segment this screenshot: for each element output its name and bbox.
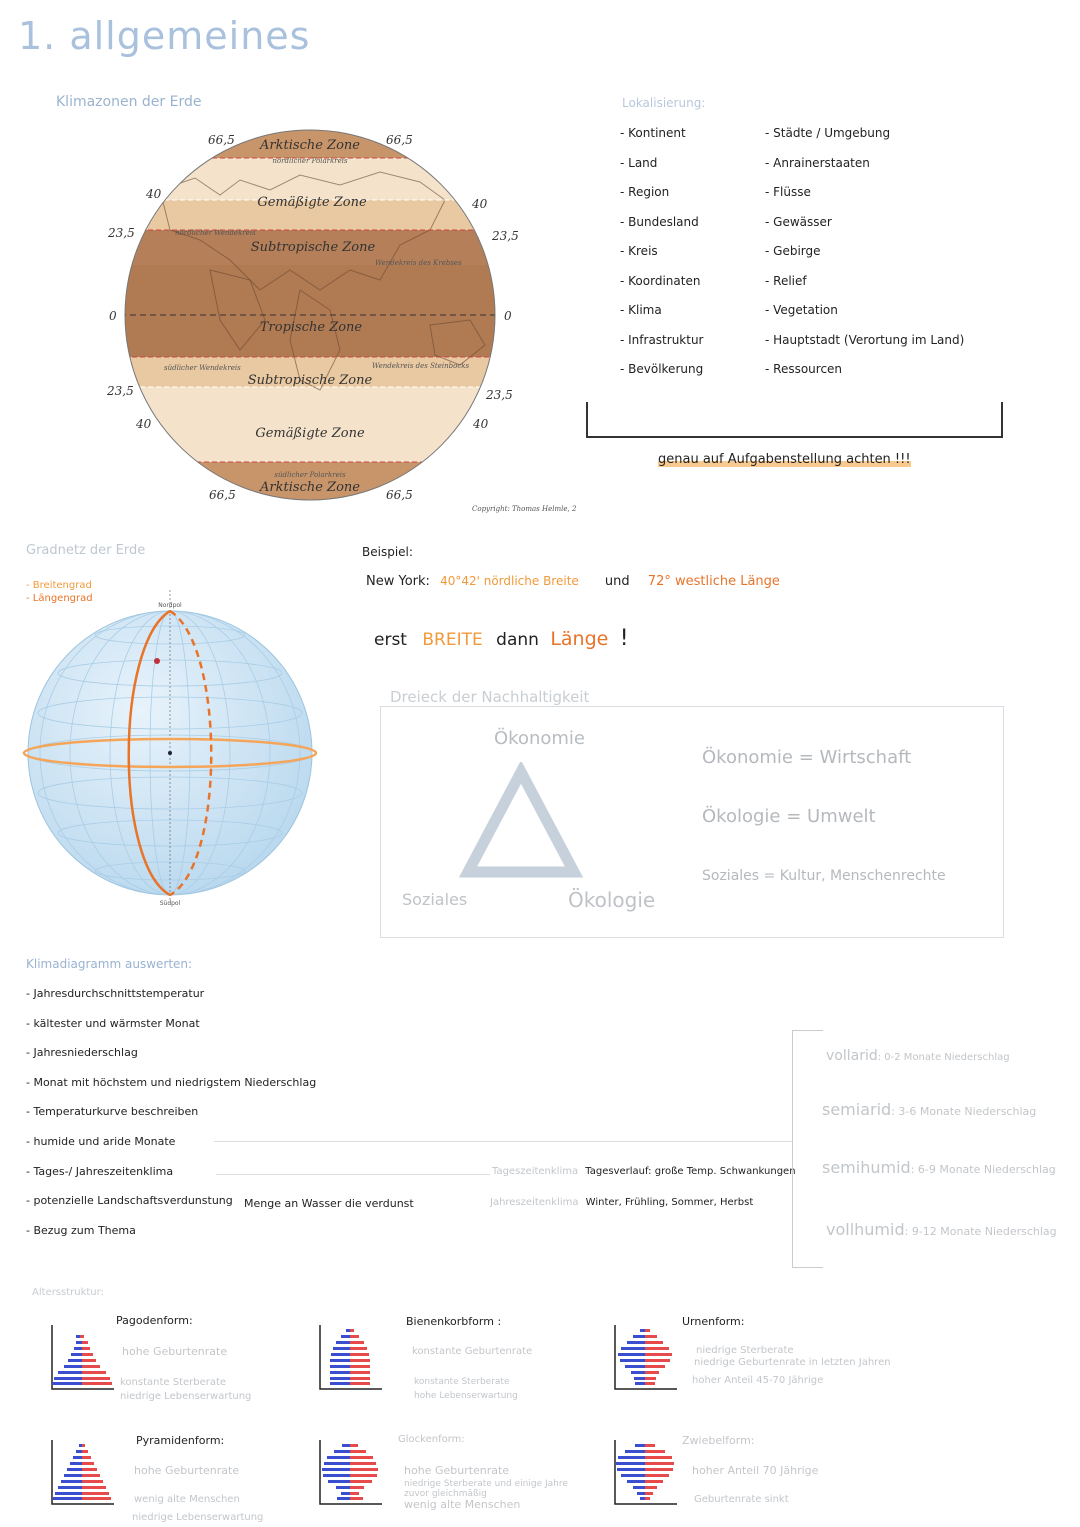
deg-665-se: 66,5: [386, 488, 413, 502]
triangle-right-label: Ökologie: [568, 888, 656, 912]
pagode-l1: hohe Geburtenrate: [122, 1345, 228, 1358]
loc-land: - Land: [620, 155, 658, 170]
diagram-item: - Monat mit höchstem und niedrigstem Niederschlag: [26, 1075, 317, 1089]
urnen-title: Urnenform:: [682, 1315, 745, 1328]
deg-0-e: 0: [504, 309, 512, 323]
pyramid-chart-urnen: [613, 1325, 677, 1391]
deg-665-nw: 66,5: [208, 133, 235, 147]
location-heading: Lokalisierung:: [622, 96, 706, 110]
loc-bevoelkerung: - Bevölkerung: [620, 362, 704, 376]
zone-subtropic-south: Subtropische Zone: [247, 373, 373, 388]
urnen-l1: niedrige Sterberate: [696, 1345, 794, 1356]
example-label: Beispiel:: [362, 545, 413, 559]
example-lat: 40°42' nördliche Breite: [440, 574, 579, 588]
pyramide-l2: wenig alte Menschen: [134, 1494, 240, 1505]
aridity-term: vollarid: [826, 1048, 878, 1064]
grid-heading: Gradnetz der Erde: [26, 543, 146, 558]
diagram-item: - Jahresdurchschnittstemperatur: [26, 987, 205, 1000]
loc-vegetation: - Vegetation: [765, 303, 838, 317]
deg-235-ne: 23,5: [492, 229, 519, 243]
example-rule: [374, 626, 629, 651]
pagode-l2: konstante Sterberate: [120, 1377, 227, 1388]
location-right-list: [765, 126, 964, 392]
line-tropic-south-right: Wendekreis des Steinbocks: [372, 362, 470, 370]
deg-40-ne: 40: [472, 197, 488, 211]
pyramid-chart-pagode: [50, 1325, 114, 1391]
zone-temperate-north: Gemäßigte Zone: [257, 195, 367, 210]
copyright: Copyright: Thomas Helmle, 2: [472, 505, 577, 513]
loc-bundesland: - Bundesland: [620, 214, 699, 229]
line-tropic-south-left: südlicher Wendekreis: [164, 364, 241, 372]
diagram-heading: Klimadiagramm auswerten:: [26, 957, 193, 971]
triangle-shape: [458, 762, 584, 880]
day-climate-label: Tageszeitenklima: [492, 1166, 579, 1177]
def-soziales-text: = Kultur, Menschenrechte: [763, 868, 946, 884]
line-polar-south: südlicher Polarkreis: [274, 471, 346, 479]
pyramide-l3: niedrige Lebenserwartung: [132, 1512, 264, 1523]
evap-text: Menge an Wasser die verdunst: [244, 1197, 414, 1210]
zwiebel-l1: hoher Anteil 70 Jährige: [692, 1464, 819, 1477]
deg-665-sw: 66,5: [209, 488, 236, 502]
diagram-item: - Tages-/ Jahreszeitenklima: [26, 1164, 174, 1178]
deg-40-se: 40: [473, 417, 489, 431]
location-bracket: [586, 402, 1003, 438]
loc-koordinaten: - Koordinaten: [620, 273, 701, 288]
zone-subtropic-north: Subtropische Zone: [250, 240, 376, 255]
deg-0-w: 0: [109, 309, 117, 323]
diagram-item: - potenzielle Landschaftsverdunstung: [26, 1194, 233, 1208]
aridity-text: : 0-2 Monate Niederschlag: [877, 1052, 1010, 1063]
zone-arctic-south: Arktische Zone: [260, 480, 360, 495]
diagram-item: - kältester und wärmster Monat: [26, 1016, 200, 1030]
glocken-l3: wenig alte Menschen: [404, 1498, 521, 1511]
diagram-item: - humide und aride Monate: [26, 1134, 176, 1148]
deg-40-nw: 40: [146, 187, 162, 201]
connector-humid: [214, 1141, 792, 1142]
pyramide-l1: hohe Geburtenrate: [134, 1464, 240, 1477]
year-climate-text: Winter, Frühling, Sommer, Herbst: [585, 1197, 754, 1208]
def-soziales-term: Soziales: [702, 868, 760, 884]
loc-hauptstadt: - Hauptstadt (Verortung im Land): [765, 332, 965, 347]
diagram-list: [26, 987, 316, 1253]
aridity-term: semihumid: [822, 1158, 911, 1177]
zone-arctic-north: Arktische Zone: [260, 138, 360, 153]
loc-kontinent: - Kontinent: [620, 126, 686, 140]
rule-first: erst: [374, 630, 407, 650]
example-und: und: [604, 574, 630, 589]
def-soziales: [702, 868, 946, 884]
deg-235-sw: 23,5: [107, 384, 134, 398]
aridity-semihumid: [822, 1158, 1056, 1177]
connector-daily: [216, 1174, 490, 1175]
rule-excl: !: [619, 626, 629, 651]
aridity-term: vollhumid: [826, 1220, 905, 1239]
def-oekologie: [702, 806, 876, 827]
age-heading: Altersstruktur:: [32, 1287, 104, 1298]
climate-heading: Klimazonen der Erde: [56, 94, 202, 110]
deg-665-ne: 66,5: [386, 133, 413, 147]
pyramide-title: Pyramidenform:: [136, 1434, 225, 1447]
aridity-text: : 9-12 Monate Niederschlag: [904, 1225, 1057, 1238]
pyramid-chart-zwiebel: [613, 1440, 677, 1506]
location-note: [658, 452, 911, 467]
day-climate-text: Tagesverlauf: große Temp. Schwankungen: [585, 1166, 796, 1177]
bienen-title: Bienenkorbform :: [406, 1315, 502, 1328]
deg-235-nw: 23,5: [108, 226, 135, 240]
def-oekologie-term: Ökologie: [702, 806, 781, 827]
pyramid-chart-bienen: [318, 1325, 382, 1391]
glocken-l1: hohe Geburtenrate: [404, 1464, 510, 1477]
pagode-l3: niedrige Lebenserwartung: [120, 1391, 252, 1402]
rule-dann: dann: [496, 630, 539, 650]
diagram-item: - Temperaturkurve beschreiben: [26, 1105, 199, 1119]
location-note-text: genau auf Aufgabenstellung achten !!!: [658, 452, 911, 467]
aridity-vollarid: [826, 1045, 1010, 1064]
graticule-globe: [20, 585, 320, 910]
rule-laenge: Länge: [550, 628, 609, 650]
bienen-l2: konstante Sterberate: [414, 1377, 510, 1387]
loc-infrastruktur: - Infrastruktur: [620, 332, 704, 347]
urnen-l2: niedrige Geburtenrate in letzten Jahren: [694, 1357, 891, 1368]
example-line: [366, 574, 780, 589]
bienen-l1: konstante Geburtenrate: [412, 1346, 533, 1357]
aridity-vollhumid: [826, 1220, 1057, 1239]
zone-temperate-south: Gemäßigte Zone: [255, 426, 365, 441]
year-climate-label: Jahreszeitenklima: [490, 1197, 579, 1208]
deg-40-sw: 40: [136, 417, 152, 431]
def-oekologie-text: = Umwelt: [786, 806, 876, 827]
bienen-l3: hohe Lebenserwartung: [414, 1391, 518, 1401]
aridity-text: : 3-6 Monate Niederschlag: [891, 1105, 1037, 1118]
aridity-bracket: [792, 1030, 823, 1268]
loc-fluesse: - Flüsse: [765, 185, 811, 199]
pyramid-chart-pyramide: [50, 1440, 114, 1506]
def-oekonomie: [702, 747, 911, 768]
page-title: 1. allgemeines: [18, 14, 311, 58]
line-tropic-north-left: nördlicher Wendekreis: [175, 229, 256, 237]
loc-klima: - Klima: [620, 303, 662, 317]
urnen-l3: hoher Anteil 45-70 Jährige: [692, 1375, 824, 1386]
loc-region: - Region: [620, 185, 670, 199]
diagram-item: - Jahresniederschlag: [26, 1046, 138, 1060]
pagode-title: Pagodenform:: [116, 1314, 193, 1327]
aridity-semiarid: [822, 1100, 1036, 1119]
line-tropic-north-right: Wendekreis des Krebses: [375, 259, 462, 267]
loc-staedte: - Städte / Umgebung: [765, 126, 891, 140]
pyramid-chart-glocken: [318, 1440, 382, 1506]
aridity-term: semiarid: [822, 1100, 892, 1119]
deg-235-se: 23,5: [486, 388, 513, 402]
diagram-item: - Bezug zum Thema: [26, 1223, 136, 1237]
zone-tropic: Tropische Zone: [259, 320, 363, 335]
rule-breite: BREITE: [422, 630, 483, 650]
triangle-top-label: Ökonomie: [494, 728, 585, 749]
def-oekonomie-text: = Wirtschaft: [798, 747, 912, 768]
triangle-heading: Dreieck der Nachhaltigkeit: [390, 688, 590, 706]
year-climate: [490, 1197, 753, 1208]
loc-ressourcen: - Ressourcen: [765, 362, 843, 376]
example-city: New York:: [366, 574, 430, 589]
grid-legend-lat: - Breitengrad: [26, 580, 92, 591]
def-oekonomie-term: Ökonomie: [702, 747, 793, 768]
triangle-left-label: Soziales: [402, 890, 468, 909]
aridity-text: : 6-9 Monate Niederschlag: [910, 1163, 1056, 1176]
north-pole-label: Nordpol: [158, 602, 182, 609]
location-left-list: [620, 126, 704, 392]
loc-gebirge: - Gebirge: [765, 244, 821, 258]
climate-zones-globe: [100, 120, 580, 520]
loc-anrainer: - Anrainerstaaten: [765, 155, 870, 170]
glocken-l2: niedrige Sterberate und einige Jahre zuvor gleichmäßig: [404, 1479, 568, 1499]
grid-legend-lon: - Längengrad: [26, 593, 93, 604]
glocken-title: Glockenform:: [398, 1434, 465, 1445]
zwiebel-title: Zwiebelform:: [682, 1434, 755, 1447]
line-polar-north: nördlicher Polarkreis: [272, 157, 348, 165]
zwiebel-l2: Geburtenrate sinkt: [694, 1494, 789, 1505]
day-climate: [492, 1166, 796, 1177]
south-pole-label: Südpol: [159, 900, 181, 907]
example-lon: 72° westliche Länge: [647, 574, 780, 589]
loc-kreis: - Kreis: [620, 244, 658, 258]
loc-relief: - Relief: [765, 273, 807, 288]
loc-gewaesser: - Gewässer: [765, 214, 832, 229]
